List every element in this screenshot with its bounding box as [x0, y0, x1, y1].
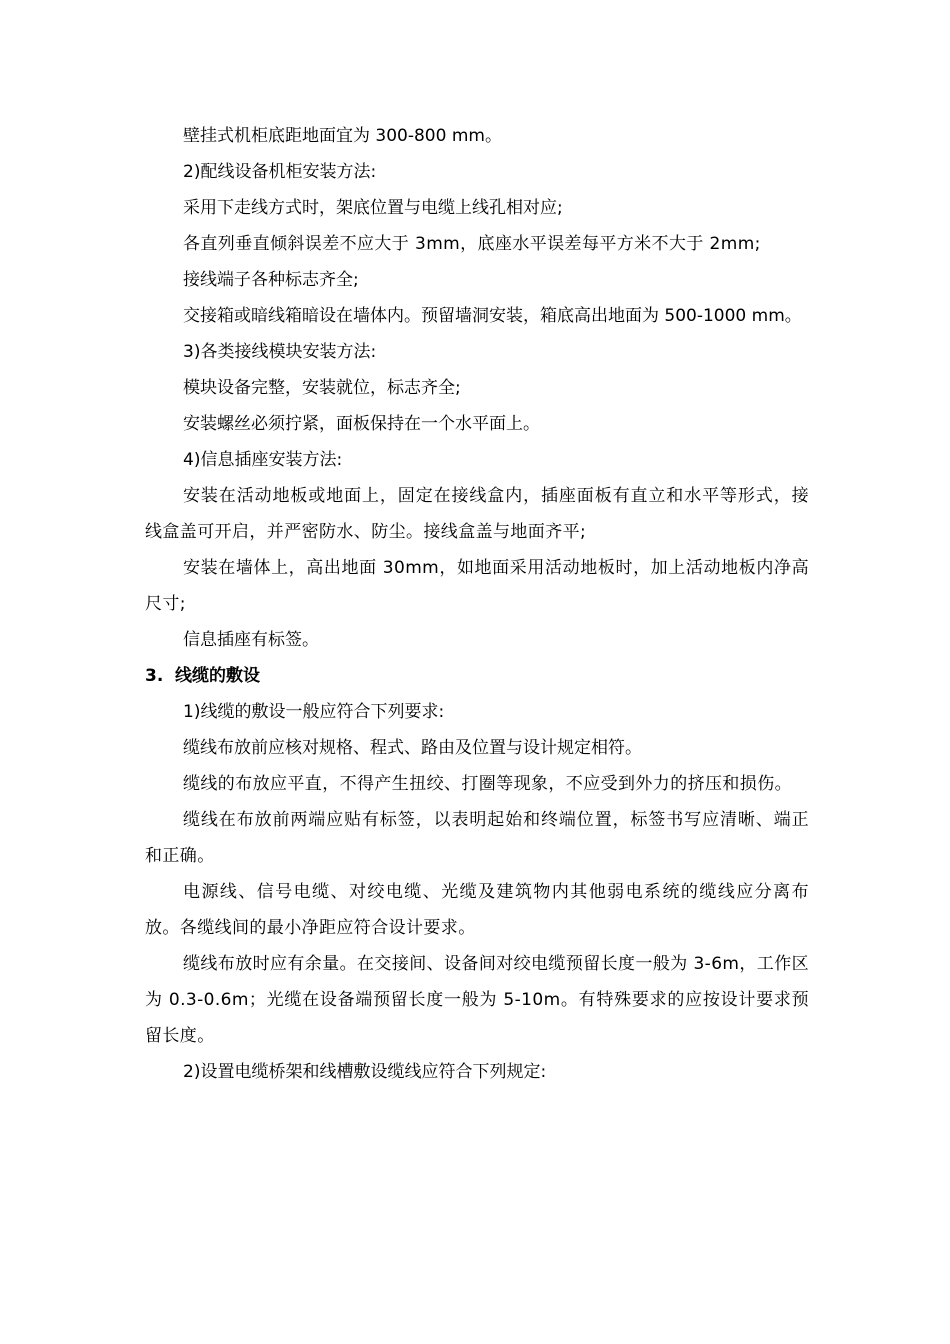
- paragraph: 交接箱或暗线箱暗设在墙体内。预留墙洞安装，箱底高出地面为 500-1000 mm。: [183, 306, 802, 326]
- paragraph: 缆线布放时应有余量。在交接间、设备间对绞电缆预留长度一般为 3-6m，工作区为 0.3-0.6m；光缆在设备端预留长度一般为 5-10m。有特殊要求的应按设计要求预留长度。: [145, 954, 809, 1046]
- paragraph: 安装在墙体上，高出地面 30mm，如地面采用活动地板时，加上活动地板内净高尺寸;: [145, 558, 809, 614]
- paragraph: 安装螺丝必须拧紧，面板保持在一个水平面上。: [183, 414, 540, 434]
- paragraph: 缆线在布放前两端应贴有标签，以表明起始和终端位置，标签书写应清晰、端正和正确。: [145, 810, 809, 866]
- paragraph: 缆线布放前应核对规格、程式、路由及位置与设计规定相符。: [183, 738, 642, 758]
- subsection-title: 4)信息插座安装方法:: [183, 450, 343, 470]
- paragraph: 壁挂式机柜底距地面宜为 300-800 mm。: [183, 126, 502, 146]
- paragraph: 缆线的布放应平直，不得产生扭绞、打圈等现象，不应受到外力的挤压和损伤。: [183, 774, 792, 794]
- section-heading-text: 线缆的敷设: [175, 666, 260, 686]
- paragraph: 信息插座有标签。: [183, 630, 319, 650]
- section-number: 3.: [145, 666, 164, 686]
- subsection-title: 2)设置电缆桥架和线槽敷设缆线应符合下列规定:: [183, 1062, 547, 1082]
- paragraph: 接线端子各种标志齐全;: [183, 270, 359, 290]
- paragraph: 模块设备完整，安装就位，标志齐全;: [183, 378, 461, 398]
- document-body: [145, 118, 809, 1090]
- subsection-title: 1)线缆的敷设一般应符合下列要求:: [183, 702, 445, 722]
- section-heading: [145, 658, 809, 694]
- paragraph: 电源线、信号电缆、对绞电缆、光缆及建筑物内其他弱电系统的缆线应分离布放。各缆线间的最小净距应符合设计要求。: [145, 882, 809, 938]
- subsection-title: 2)配线设备机柜安装方法:: [183, 162, 377, 182]
- paragraph: 采用下走线方式时，架底位置与电缆上线孔相对应;: [183, 198, 563, 218]
- paragraph: 各直列垂直倾斜误差不应大于 3mm，底座水平误差每平方米不大于 2mm;: [183, 234, 761, 254]
- subsection-title: 3)各类接线模块安装方法:: [183, 342, 377, 362]
- paragraph: 安装在活动地板或地面上，固定在接线盒内，插座面板有直立和水平等形式，接线盒盖可开启，并严密防水、防尘。接线盒盖与地面齐平;: [145, 486, 809, 542]
